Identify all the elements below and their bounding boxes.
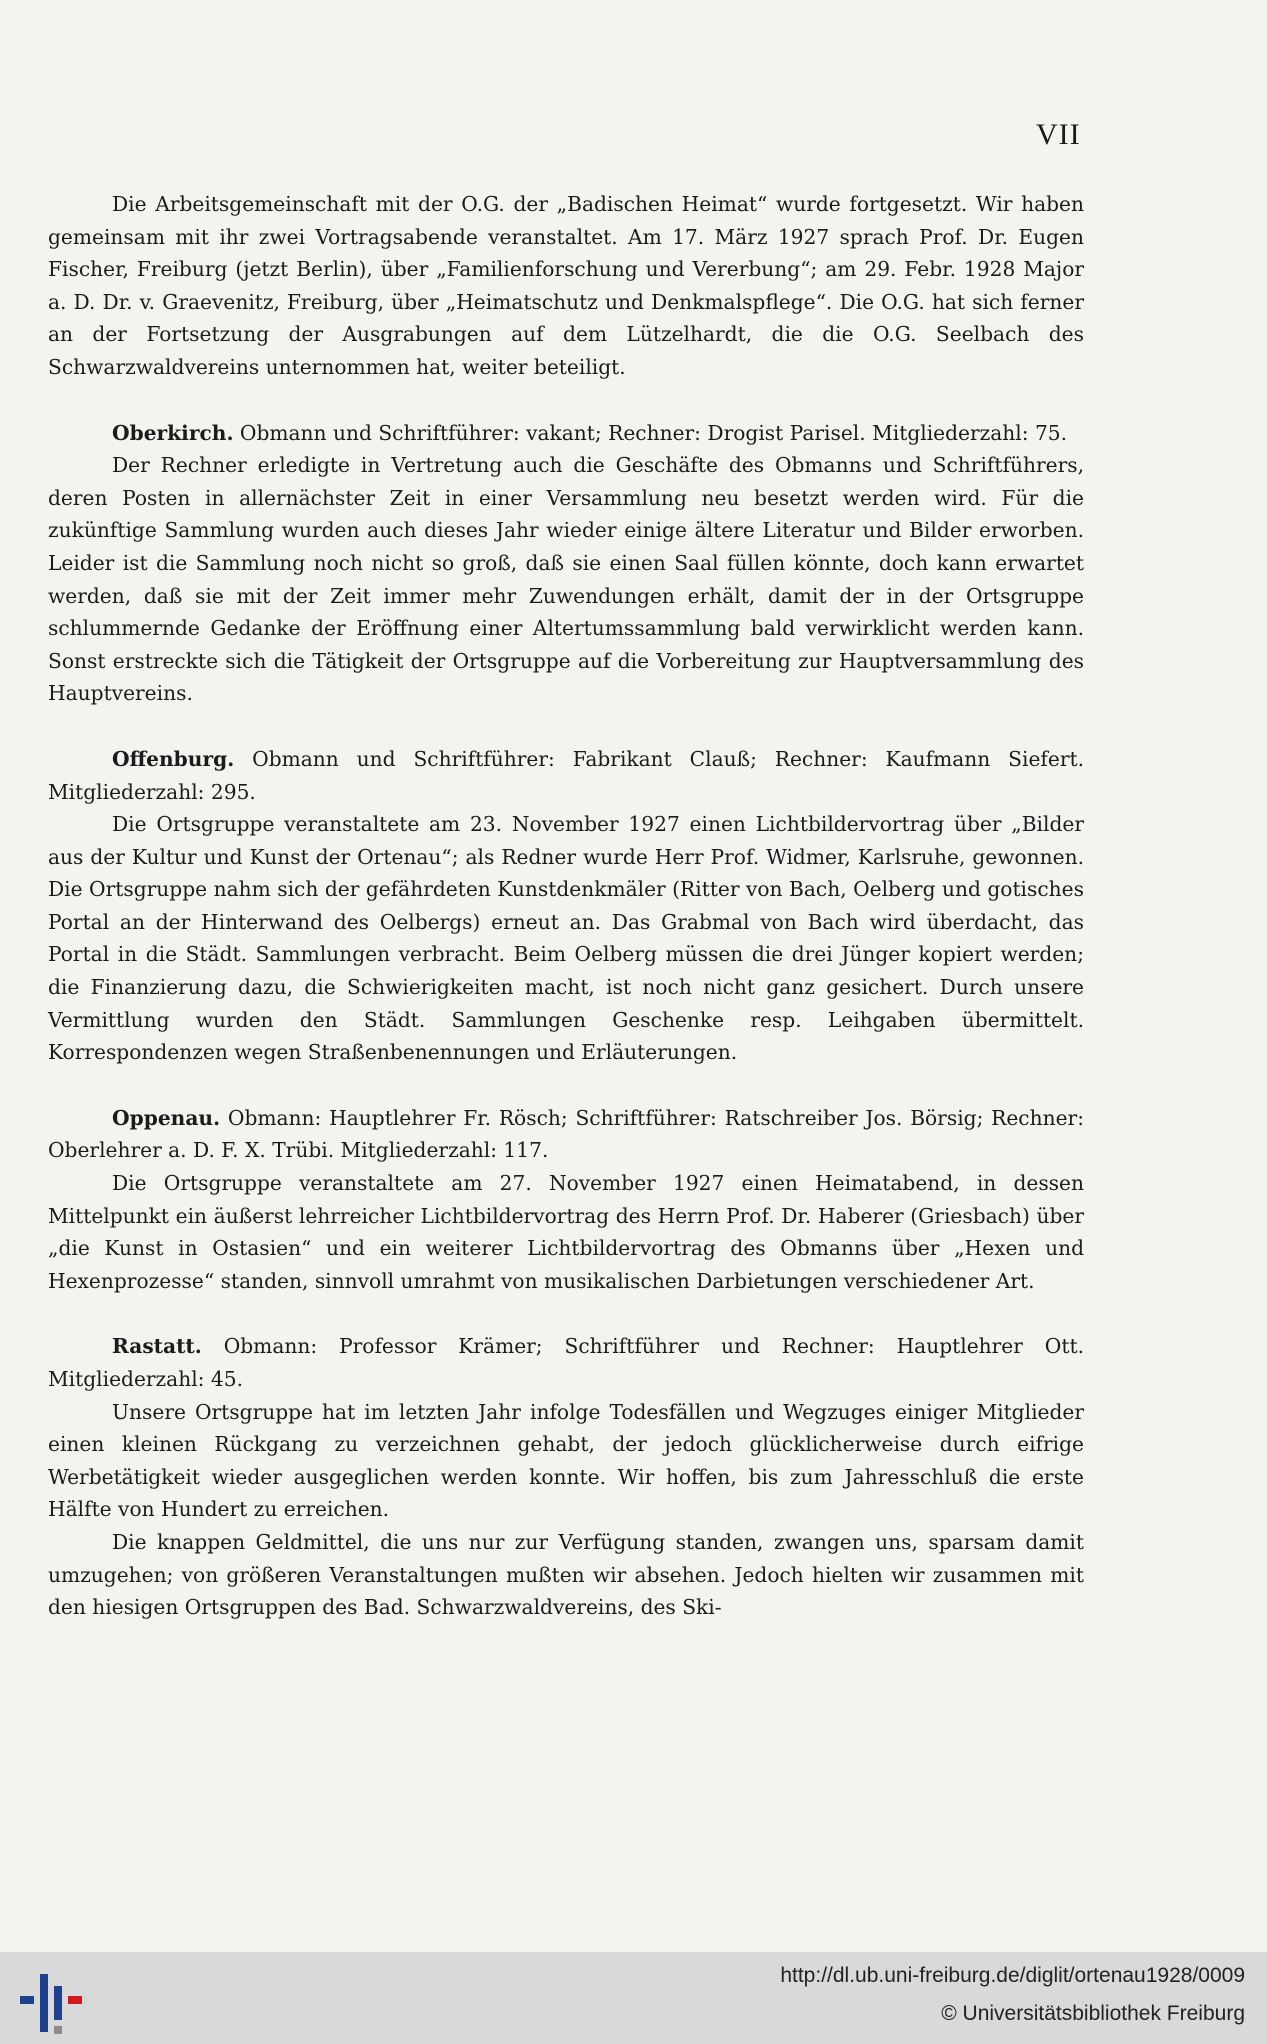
logo-bar-blue-tall	[40, 1974, 48, 2032]
section-officers: Obmann: Professor Krämer; Schriftführer und Rechner: Hauptlehrer Ott. Mitgliederzahl: 45.	[48, 1334, 1085, 1391]
section-paragraph: Die Ortsgruppe veranstaltete am 27. November 1927 einen Heimatabend, in dessen Mittelpunkt ein äußerst lehrreicher Lichtbildervortrag des Herrn Prof. Dr. Haberer (Griesbach) über „die Kunst in Ostasien“ und ein weiterer Lichtbildervortrag des Obmanns über „Hexen und Hexenprozesse“ standen, sinnvoll umrahmt von musikalischen Darbietungen verschiedener Art.	[48, 1171, 1084, 1293]
logo-bar-blue-left	[20, 1996, 34, 2004]
page-number: VII	[1036, 118, 1081, 151]
footer-bar	[0, 1952, 1267, 2044]
section-paragraph: Die Ortsgruppe veranstaltete am 23. November 1927 einen Lichtbildervortrag über „Bilder aus der Kultur und Kunst der Ortenau“; als Redner wurde Herr Prof. Widmer, Karlsruhe, gewonnen. Die Ortsgruppe nahm sich der gefährdeten Kunstdenkmäler (Ritter von Bach, Oelberg und gotisches Portal an der Hinterwand des Oelbergs) erneut an. Das Grabmal von Bach wird überdacht, das Portal in die Städt. Sammlungen verbracht. Beim Oelberg müssen die drei Jünger kopiert werden; die Finanzierung dazu, die Schwierigkeiten macht, ist noch nicht ganz gesichert. Durch unsere Vermittlung wurden den Städt. Sammlungen Geschenke resp. Leihgaben übermittelt. Korrespondenzen wegen Straßenbenennungen und Erläuterungen.	[48, 812, 1084, 1065]
logo-bar-red	[68, 1996, 82, 2004]
section-head	[48, 417, 1084, 450]
section-paragraph: Die knappen Geldmittel, die uns nur zur Verfügung standen, zwangen uns, sparsam damit umzugehen; von größeren Veranstaltungen mußten wir absehen. Jedoch hielten wir zusammen mit den hiesigen Ortsgruppen des Bad. Schwarzwaldvereins, des Ski-	[48, 1529, 1084, 1620]
section-place: Offenburg.	[112, 746, 235, 771]
section-head	[48, 1102, 1084, 1167]
section-paragraph: Der Rechner erledigte in Vertretung auch die Geschäfte des Obmanns und Schriftführers, deren Posten in allernächster Zeit in einer Versammlung neu besetzt werden wird. Für die zukünftige Sammlung wurden auch dieses Jahr wieder einige ältere Literatur und Bilder erworben. Leider ist die Sammlung noch nicht so groß, daß sie einen Saal füllen könnte, doch kann erwartet werden, daß sie mit der Zeit immer mehr Zuwendungen erhält, damit der in der Ortsgruppe schlummernde Gedanke der Eröffnung einer Altertumssammlung bald verwirklicht werden kann. Sonst erstreckte sich die Tätigkeit der Ortsgruppe auf die Vorbereitung zur Hauptversammlung des Hauptvereins.	[48, 453, 1084, 706]
section-rastatt	[48, 1330, 1084, 1623]
section-offenburg	[48, 743, 1084, 1069]
copyright-notice: © Universitätsbibliothek Freiburg	[941, 2002, 1245, 2025]
section-oppenau	[48, 1102, 1084, 1298]
source-url-link[interactable]: http://dl.ub.uni-freiburg.de/diglit/ortenau1928/0009	[780, 1964, 1245, 1987]
section-oberkirch	[48, 417, 1084, 710]
section-head	[48, 743, 1084, 808]
logo-bar-grey	[54, 2026, 62, 2034]
section-paragraph: Unsere Ortsgruppe hat im letzten Jahr infolge Todesfällen und Wegzuges einiger Mitglieder einen kleinen Rückgang zu verzeichnen gehabt, der jedoch glücklicherweise durch eifrige Werbetätigkeit wieder ausgeglichen werden konnte. Wir hoffen, bis zum Jahresschluß die erste Hälfte von Hundert zu erreichen.	[48, 1399, 1084, 1522]
section-place: Oberkirch.	[112, 420, 234, 445]
library-logo-icon	[20, 1960, 84, 2036]
section-head	[48, 1330, 1084, 1395]
section-place: Rastatt.	[112, 1334, 202, 1359]
section-officers: Obmann: Hauptlehrer Fr. Rösch; Schriftführer: Ratschreiber Jos. Börsig; Rechner: Oberlehrer a. D. F. X. Trübi. Mitgliederzahl: 117.	[48, 1105, 1085, 1163]
section-place: Oppenau.	[112, 1105, 221, 1130]
body-text	[48, 188, 1084, 1624]
section-officers: Obmann und Schriftführer: vakant; Rechner: Drogist Parisel. Mitgliederzahl: 75.	[239, 420, 1068, 445]
section-officers: Obmann und Schriftführer: Fabrikant Clauß; Rechner: Kaufmann Siefert. Mitgliederzahl: 295.	[48, 746, 1084, 804]
intro-paragraph: Die Arbeitsgemeinschaft mit der O.G. der „Badischen Heimat“ wurde fortgesetzt. Wir haben gemeinsam mit ihr zwei Vortragsabende veranstaltet. Am 17. März 1927 sprach Prof. Dr. Eugen Fischer, Freiburg (jetzt Berlin), über „Familienforschung und Vererbung“; am 29. Febr. 1928 Major a. D. Dr. v. Graevenitz, Freiburg, über „Heimatschutz und Denkmalspflege“. Die O.G. hat sich ferner an der Fortsetzung der Ausgrabungen auf dem Lützelhardt, die die O.G. Seelbach des Schwarzwaldvereins unternommen hat, weiter beteiligt.	[48, 192, 1084, 379]
logo-bar-blue-mid	[54, 1986, 62, 2020]
